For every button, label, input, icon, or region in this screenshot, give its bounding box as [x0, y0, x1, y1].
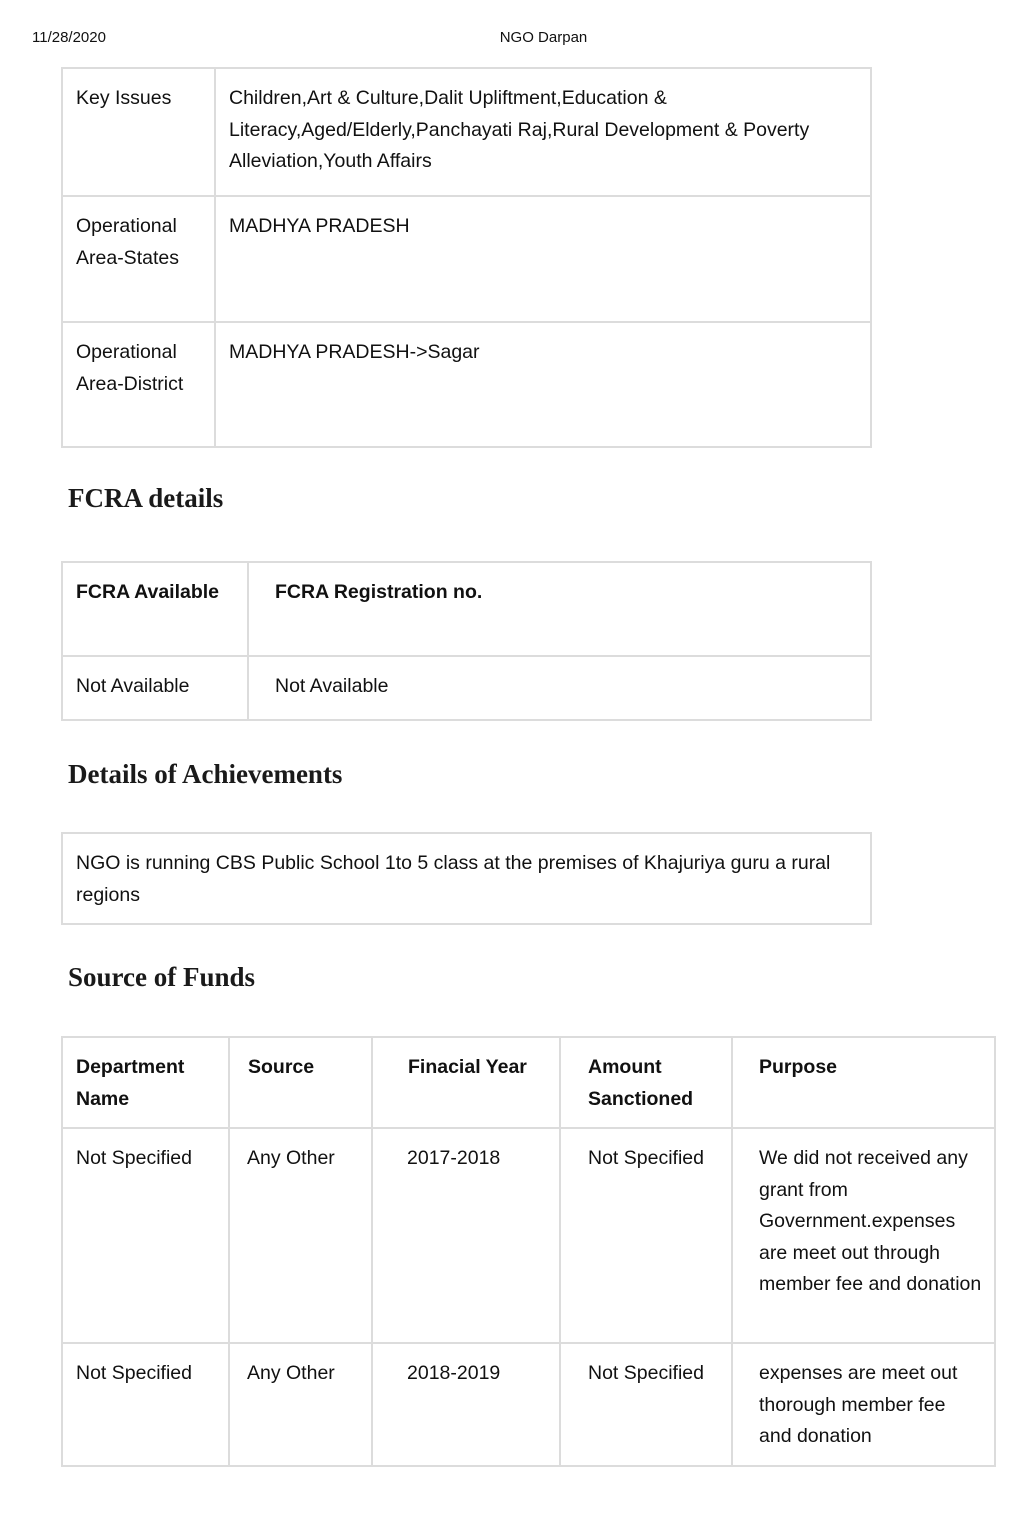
table-header-cell [62, 1037, 229, 1128]
table-row [62, 1343, 995, 1466]
table-row [62, 322, 871, 447]
purpose-value: We did not received any grant from Government.expenses are meet out through member fee and donation [759, 1147, 982, 1295]
print-date: 11/28/2020 [32, 29, 106, 46]
financial-year-value: 2017-2018 [407, 1147, 501, 1169]
table-cell [62, 1128, 229, 1343]
fcra-table [61, 561, 872, 721]
source-header: Source [248, 1056, 315, 1078]
fcra-registration-header: FCRA Registration no. [275, 581, 483, 603]
table-cell [560, 1128, 732, 1343]
operational-info-table [61, 67, 872, 448]
department-name-header: Department Name [76, 1056, 185, 1110]
fcra-available-value: Not Available [76, 675, 190, 697]
key-issues-value: Children,Art & Culture,Dalit Upliftment,Education & Literacy,Aged/Elderly,Panchayati Raj,Rural Development & Poverty Alleviation,Youth Affairs [229, 87, 810, 172]
table-header-cell [372, 1037, 560, 1128]
amount-sanctioned-header: Amount Sanctioned [588, 1056, 694, 1110]
table-cell [372, 1128, 560, 1343]
fcra-registration-value: Not Available [275, 675, 389, 697]
table-row [62, 656, 871, 720]
table-header-cell [62, 562, 248, 656]
table-cell [62, 656, 248, 720]
operational-states-label-cell [62, 196, 215, 322]
table-cell [560, 1343, 732, 1466]
table-cell [229, 1128, 372, 1343]
table-row [62, 196, 871, 322]
operational-district-label-cell [62, 322, 215, 447]
table-header-row [62, 562, 871, 656]
print-header [0, 29, 1024, 49]
funds-table [61, 1036, 996, 1467]
table-cell [732, 1343, 995, 1466]
operational-district-value-cell [215, 322, 871, 447]
source-value: Any Other [247, 1147, 335, 1169]
achievements-heading: Details of Achievements [68, 759, 343, 789]
key-issues-value-cell [215, 68, 871, 196]
table-row [62, 833, 871, 924]
key-issues-label: Key Issues [76, 87, 172, 109]
table-cell [62, 833, 871, 924]
financial-year-header: Finacial Year [408, 1056, 527, 1078]
operational-district-label: Operational Area-District [76, 341, 184, 395]
table-cell [732, 1128, 995, 1343]
table-cell [372, 1343, 560, 1466]
fcra-available-header: FCRA Available [76, 581, 220, 603]
amount-sanctioned-value: Not Specified [588, 1362, 704, 1384]
operational-states-value-cell [215, 196, 871, 322]
achievements-text: NGO is running CBS Public School 1to 5 class at the premises of Khajuriya guru a rural regions [76, 852, 831, 906]
table-header-cell [229, 1037, 372, 1128]
purpose-header: Purpose [759, 1056, 838, 1078]
table-row [62, 1128, 995, 1343]
operational-states-value: MADHYA PRADESH [229, 215, 410, 237]
source-value: Any Other [247, 1362, 335, 1384]
fcra-heading: FCRA details [68, 483, 224, 513]
table-header-cell [732, 1037, 995, 1128]
table-cell [229, 1343, 372, 1466]
department-name-value: Not Specified [76, 1147, 192, 1169]
operational-district-value: MADHYA PRADESH->Sagar [229, 341, 480, 363]
funds-heading: Source of Funds [68, 962, 256, 992]
amount-sanctioned-value: Not Specified [588, 1147, 704, 1169]
key-issues-label-cell [62, 68, 215, 196]
table-header-cell [248, 562, 871, 656]
print-title: NGO Darpan [499, 29, 588, 46]
table-header-cell [560, 1037, 732, 1128]
table-header-row [62, 1037, 995, 1128]
financial-year-value: 2018-2019 [407, 1362, 501, 1384]
table-cell [248, 656, 871, 720]
table-cell [62, 1343, 229, 1466]
department-name-value: Not Specified [76, 1362, 192, 1384]
achievements-table [61, 832, 872, 925]
purpose-value: expenses are meet out thorough member fee and donation [759, 1362, 958, 1447]
operational-states-label: Operational Area-States [76, 215, 179, 269]
table-row [62, 68, 871, 196]
